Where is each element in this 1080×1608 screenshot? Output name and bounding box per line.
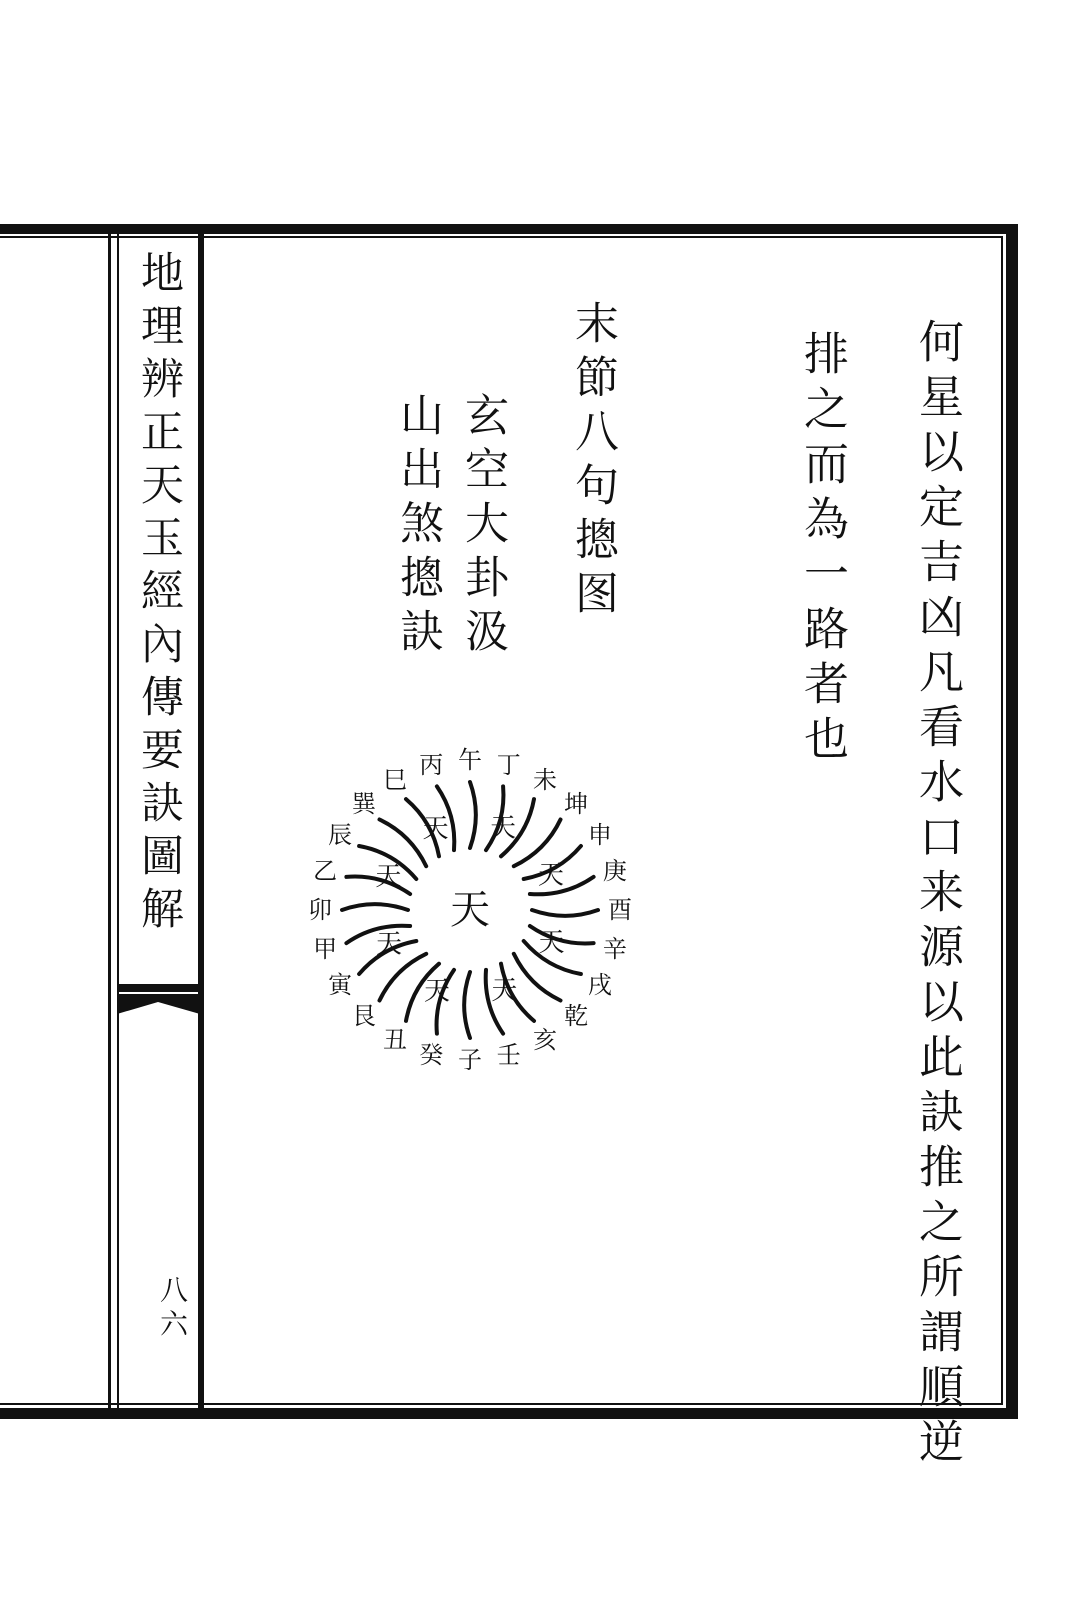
branch-stroke xyxy=(514,820,561,867)
body-text-line: 何星以定吉凶凡看水口来源以此訣推之所謂順逆 xyxy=(911,318,964,1473)
mountain-label: 庚 xyxy=(602,857,627,886)
mountain-label: 酉 xyxy=(608,896,632,924)
mountain-label: 坤 xyxy=(564,789,589,818)
mountain-label: 乾 xyxy=(564,1002,589,1031)
inner-ring-label: 天 xyxy=(537,860,565,891)
inner-ring-label: 天 xyxy=(491,976,518,1006)
branch-stroke xyxy=(380,820,427,867)
inner-ring-label: 天 xyxy=(538,928,565,958)
mountain-label: 丑 xyxy=(383,1025,407,1054)
mountain-label: 乙 xyxy=(313,857,338,886)
mountain-label: 亥 xyxy=(533,1025,557,1054)
body-text-line: 排之而為一路者也 xyxy=(796,330,849,770)
mountain-label: 巳 xyxy=(383,766,407,795)
branch-stroke xyxy=(514,954,561,1001)
mountain-label: 癸 xyxy=(419,1040,444,1069)
mountain-label: 辛 xyxy=(602,934,627,963)
mountain-label: 卯 xyxy=(308,896,332,924)
fish-tail-mark xyxy=(117,984,200,1024)
inner-ring-label: 天 xyxy=(423,976,451,1007)
center-label: 天 xyxy=(450,887,490,933)
branch-stroke xyxy=(380,954,427,1001)
mountain-label: 寅 xyxy=(328,971,353,999)
mountain-label: 壬 xyxy=(496,1040,521,1069)
branch-stroke xyxy=(470,782,476,848)
mountain-label: 未 xyxy=(533,766,557,795)
gutter-rule xyxy=(108,234,111,1408)
gutter-rule xyxy=(198,234,204,1408)
mountain-label: 巽 xyxy=(351,789,376,818)
diagram-title-line: 山出煞摠訣 xyxy=(392,392,443,662)
mountain-label: 丙 xyxy=(419,751,444,780)
mountain-label: 艮 xyxy=(351,1002,376,1031)
branch-stroke xyxy=(532,910,598,916)
frame-bottom-border xyxy=(0,1408,1018,1419)
book-title: 地理辨正天玉經內傳要訣圖解 xyxy=(134,250,184,939)
diagram-title-line: 末節八句摠图 xyxy=(567,300,618,624)
inner-ring-label: 天 xyxy=(422,814,449,844)
diagram-title-line: 玄空大卦汲 xyxy=(457,392,508,662)
branch-stroke xyxy=(342,904,408,910)
mountain-label: 申 xyxy=(587,821,612,849)
frame-top-border xyxy=(0,224,1018,234)
inner-ring-label: 天 xyxy=(375,862,402,892)
branch-stroke xyxy=(464,972,470,1038)
mountain-label: 午 xyxy=(458,746,482,774)
mountain-label: 戌 xyxy=(587,971,612,999)
mountain-label: 辰 xyxy=(328,821,353,849)
gutter-rule xyxy=(117,234,119,1408)
compass-diagram xyxy=(290,730,650,1090)
inner-ring-label: 天 xyxy=(375,929,403,960)
mountain-label: 甲 xyxy=(313,934,338,963)
inner-ring-label: 天 xyxy=(489,813,517,844)
frame-right-border xyxy=(1006,224,1018,1419)
compass-diagram-svg xyxy=(290,730,650,1090)
mountain-label: 丁 xyxy=(496,751,521,780)
page-number: 八六 xyxy=(156,1275,189,1343)
mountain-label: 子 xyxy=(458,1046,482,1074)
